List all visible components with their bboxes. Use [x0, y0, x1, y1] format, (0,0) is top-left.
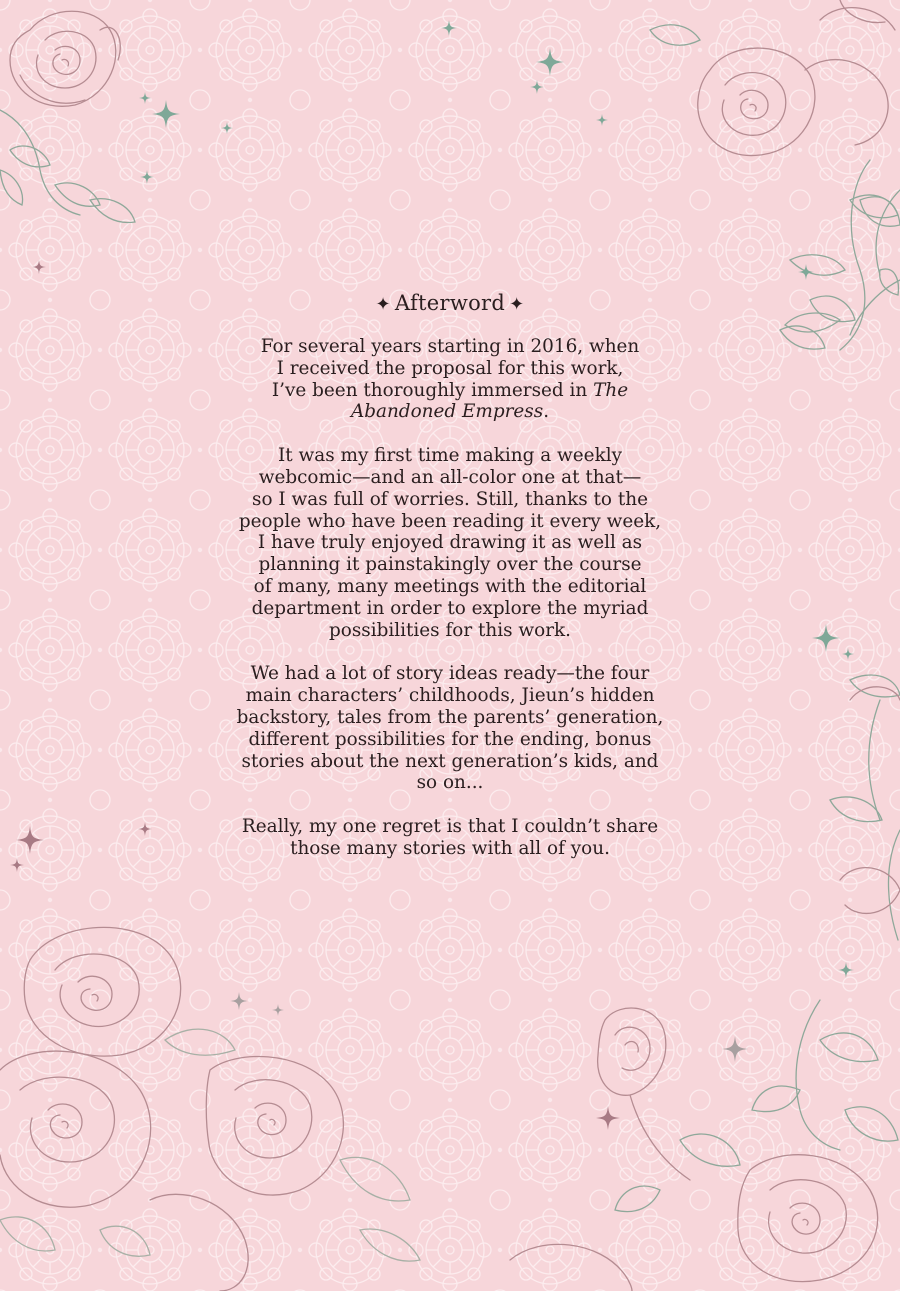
text-line: stories about the next generation’s kids, and	[241, 750, 659, 772]
text-line	[150, 380, 750, 402]
sparkle-icon	[10, 858, 24, 872]
text-line: planning it painstakingly over the course	[258, 554, 642, 576]
text-line: different possibilities for the ending, bonus	[248, 728, 652, 750]
text-line: main characters’ childhoods, Jieun’s hidden	[245, 685, 655, 707]
bottom-left-rose-icon	[0, 900, 440, 1291]
text-line: of many, many meetings with the editorial	[253, 575, 647, 597]
text-fragment: I’ve been thoroughly immersed in	[271, 379, 594, 401]
paragraph-2	[150, 445, 750, 641]
text-line: webcomic—and an all-color one at that—	[258, 466, 642, 488]
text-line: Really, my one regret is that I couldn’t share	[241, 816, 659, 838]
text-line: I have truly enjoyed drawing it as well as	[257, 532, 643, 554]
title-text: Afterword	[394, 291, 506, 315]
sparkle-icon	[140, 170, 154, 184]
text-line: people who have been reading it every week,	[238, 510, 662, 532]
sparkle-icon	[798, 264, 814, 280]
text-line: backstory, tales from the parents’ generation,	[236, 706, 664, 728]
sparkle-icon	[230, 992, 248, 1010]
text-line: I received the proposal for this work,	[276, 357, 624, 379]
text-line: so I was full of worries. Still, thanks to the	[252, 488, 648, 510]
bottom-right-rose-icon	[500, 980, 900, 1291]
text-line: those many stories with all of you.	[290, 837, 610, 859]
title-star-left-icon: ✦	[375, 294, 391, 315]
paragraph-1	[150, 336, 750, 423]
paragraph-4	[150, 816, 750, 860]
sparkle-icon	[441, 20, 457, 36]
right-side-leaf-icon	[790, 180, 900, 980]
sparkle-icon	[16, 826, 44, 854]
sparkle-icon	[722, 1036, 748, 1062]
text-line: We had a lot of story ideas ready—the four	[250, 663, 650, 685]
title-star-right-icon: ✦	[509, 294, 525, 315]
sparkle-icon	[32, 260, 46, 274]
work-title-fragment: Abandoned Empress	[350, 401, 544, 423]
text-line: For several years starting in 2016, when	[260, 336, 640, 357]
afterword-title	[150, 286, 750, 322]
sparkle-icon	[272, 1004, 284, 1016]
sparkle-icon	[812, 624, 840, 652]
sparkle-icon	[596, 114, 608, 126]
sparkle-icon	[838, 962, 854, 978]
text-line: It was my first time making a weekly	[278, 445, 622, 467]
sparkle-icon	[221, 122, 233, 134]
text-fragment: .	[543, 401, 550, 423]
paragraph-3	[150, 663, 750, 794]
work-title-fragment: The	[593, 379, 629, 401]
text-line: so on...	[416, 772, 484, 794]
sparkle-icon	[536, 48, 564, 76]
sparkle-icon	[530, 80, 544, 94]
top-left-rose-icon	[0, 0, 170, 240]
text-line	[150, 401, 750, 423]
sparkle-icon	[152, 100, 180, 128]
afterword-text-block	[150, 286, 750, 882]
sparkle-icon	[139, 92, 151, 104]
text-line: department in order to explore the myriad	[251, 597, 649, 619]
text-line: possibilities for this work.	[329, 619, 571, 641]
sparkle-icon	[596, 1106, 620, 1130]
sparkle-icon	[842, 648, 854, 660]
